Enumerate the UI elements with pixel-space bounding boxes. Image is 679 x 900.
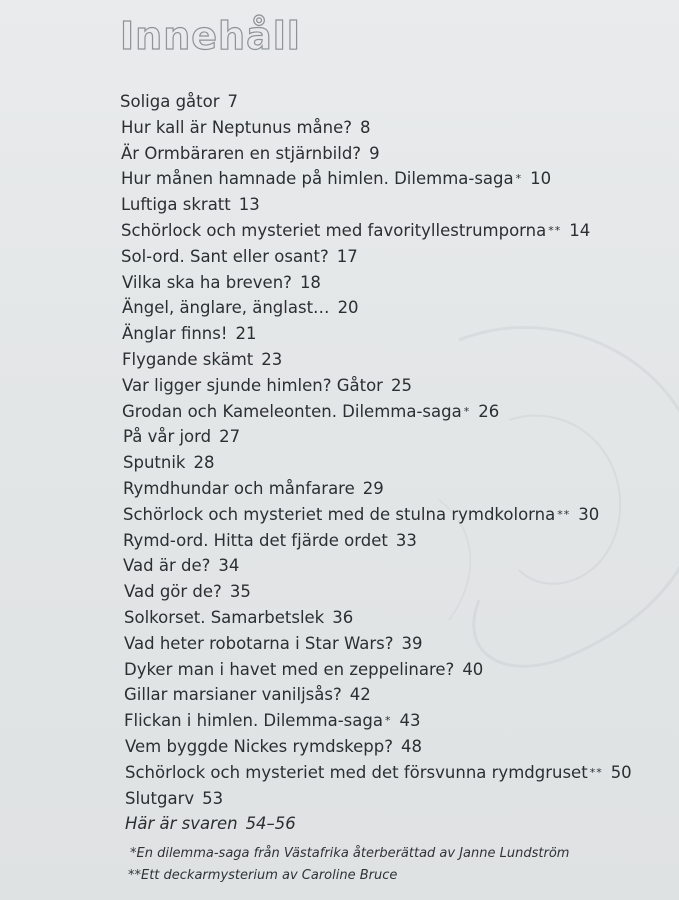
toc-entry-page-number: 48 [401, 736, 423, 756]
toc-entry [120, 373, 660, 399]
toc-entry-title: Här är svaren [125, 814, 238, 834]
toc-entry-page-number: 9 [369, 143, 380, 163]
toc-entry [120, 321, 660, 347]
toc-entry [120, 270, 660, 296]
toc-entry [120, 295, 660, 321]
toc-entry-page-number: 18 [299, 272, 321, 292]
toc-entry [120, 141, 660, 167]
toc-entry [120, 244, 660, 270]
toc-entry-page-number: 7 [227, 92, 238, 111]
toc-entry [120, 631, 660, 657]
toc-entry-title: Änglar finns! [122, 324, 228, 344]
toc-entry-page-number: 50 [610, 762, 632, 782]
toc-entry-title: Rymd-ord. Hitta det fjärde ordet [123, 530, 388, 550]
toc-entry-page-number: 14 [569, 220, 591, 240]
toc-entry [120, 347, 660, 373]
toc-entry [120, 708, 660, 734]
toc-entry-title: Vad är de? [123, 556, 211, 576]
toc-entry-page-number: 43 [399, 711, 421, 731]
toc-entry-page-number: 20 [337, 298, 359, 318]
toc-entry-page-number: 35 [229, 582, 251, 602]
toc-entry [120, 502, 660, 528]
toc-entry-title: Grodan och Kameleonten. Dilemma-saga [122, 401, 462, 421]
footnotes [130, 843, 569, 887]
toc-entry-page-number: 30 [578, 504, 600, 524]
toc-entry-title: Gillar marsianer vaniljsås? [124, 685, 342, 705]
toc-entry-page-number: 13 [238, 195, 260, 215]
toc-entry-title: Soliga gåtor [120, 92, 220, 111]
toc-entry [120, 657, 660, 683]
toc-entry-page-number: 8 [360, 117, 371, 137]
toc-entry-title: Luftiga skratt [121, 195, 231, 215]
toc-entry-page-number: 54–56 [245, 814, 296, 834]
toc-entry-title: Hur kall är Neptunus måne? [121, 117, 353, 137]
toc-entry [120, 89, 660, 115]
toc-entry-title: Vad heter robotarna i Star Wars? [124, 633, 394, 653]
toc-entry-title: På vår jord [123, 427, 212, 447]
toc-entry-page-number: 39 [401, 633, 423, 653]
toc-entry-page-number: 23 [261, 349, 283, 369]
toc-entry-title: Sputnik [123, 453, 186, 473]
toc-entry-title: Flygande skämt [122, 349, 254, 369]
toc-entry-page-number: 21 [235, 324, 257, 344]
toc-entry-page-number: 27 [219, 427, 241, 447]
toc-entry-page-number: 42 [349, 685, 371, 705]
toc-entry-title: Dyker man i havet med en zeppelinare? [124, 659, 455, 679]
toc-entry-footnote-marker: * [384, 714, 392, 728]
toc-entry-title: Flickan i himlen. Dilemma-saga [124, 711, 383, 731]
toc-entry-title: Var ligger sjunde himlen? Gåtor [122, 375, 383, 395]
toc-entry-title: Sol-ord. Sant eller osant? [121, 246, 329, 266]
toc-entry-page-number: 28 [193, 453, 215, 473]
toc-entry-title: Slutgarv [125, 788, 195, 808]
toc-entry [120, 218, 660, 244]
toc-entry-footnote-marker: * [515, 172, 523, 186]
toc-entry [120, 579, 660, 605]
toc-entry [120, 553, 660, 579]
toc-entry [120, 166, 660, 192]
toc-entry [120, 399, 660, 425]
table-of-contents [120, 89, 660, 837]
toc-entry [120, 424, 660, 450]
toc-entry [120, 115, 660, 141]
toc-entry-footnote-marker: ** [548, 223, 562, 237]
toc-entry-title: Rymdhundar och månfarare [123, 478, 355, 498]
toc-entry-footnote-marker: * [463, 404, 471, 418]
toc-entry-page-number: 29 [362, 478, 384, 498]
toc-entry-page-number: 26 [478, 401, 500, 421]
toc-entry-page-number: 10 [530, 169, 552, 189]
toc-entry-footnote-marker: ** [557, 507, 571, 521]
toc-entry [120, 476, 660, 502]
page-title: Innehåll [120, 14, 301, 58]
toc-entry-page-number: 36 [332, 607, 354, 627]
toc-entry-title: Är Ormbäraren en stjärnbild? [121, 143, 362, 163]
toc-entry-title: Vad gör de? [124, 582, 222, 602]
toc-entry-title: Vilka ska ha breven? [122, 272, 292, 292]
toc-entry-title: Solkorset. Samarbetslek [124, 607, 325, 627]
toc-entry-title: Hur månen hamnade på himlen. Dilemma-saga [121, 169, 514, 189]
toc-entry-page-number: 53 [202, 788, 224, 808]
toc-entry-page-number: 33 [395, 530, 417, 550]
toc-entry [120, 450, 660, 476]
toc-entry-title: Vem byggde Nickes rymdskepp? [125, 736, 394, 756]
toc-entry-title: Ängel, änglare, änglast… [122, 298, 330, 318]
toc-entry [120, 605, 660, 631]
toc-entry [120, 192, 660, 218]
footnote-dilemma-saga: *En dilemma-saga från Västafrika återberättad av Janne Lundström [130, 846, 570, 861]
toc-entry [120, 760, 660, 786]
toc-entry [120, 734, 660, 760]
toc-entry-page-number: 17 [336, 246, 358, 266]
toc-entry [120, 528, 660, 554]
toc-entry-page-number: 25 [390, 375, 412, 395]
toc-entry-title: Schörlock och mysteriet med favorityllestrumporna [121, 220, 547, 240]
toc-entry-page-number: 34 [218, 556, 240, 576]
toc-entry [120, 786, 660, 812]
toc-entry [120, 811, 660, 837]
toc-entry-footnote-marker: ** [589, 765, 603, 779]
toc-entry-page-number: 40 [462, 659, 484, 679]
toc-entry-title: Schörlock och mysteriet med det försvunna rymdgruset [125, 762, 588, 782]
toc-entry [120, 682, 660, 708]
footnote-deckarmysterium: **Ett deckarmysterium av Caroline Bruce [128, 868, 398, 883]
toc-entry-title: Schörlock och mysteriet med de stulna rymdkolorna [123, 504, 556, 524]
